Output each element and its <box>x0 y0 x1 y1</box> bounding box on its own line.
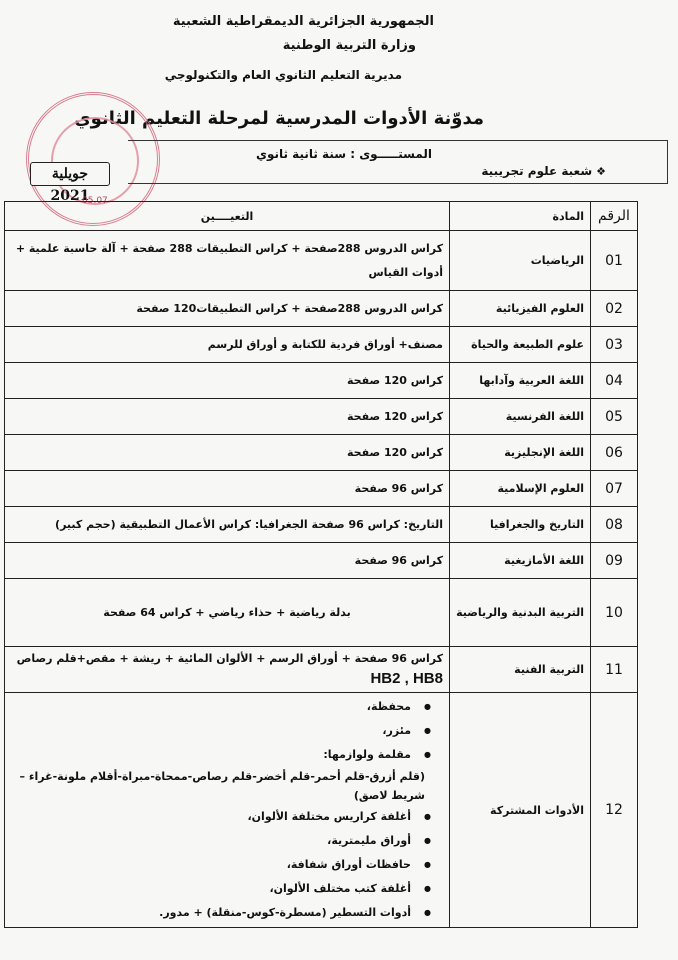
row-number: 01 <box>591 231 638 291</box>
row-description: كراس 96 صفحة <box>5 471 450 507</box>
row-subject: العلوم الفيزيائية <box>450 291 591 327</box>
list-item: ● أوراق مليمترية، <box>11 829 425 853</box>
row-subject: اللغة العربية وآدابها <box>450 363 591 399</box>
republic-heading: الجمهورية الجزائرية الديمقراطية الشعبية <box>172 14 434 29</box>
star-bullet-icon: ❖ <box>596 165 606 178</box>
branch-text: شعبة علوم تجريبية <box>481 164 593 178</box>
branch-label <box>481 164 606 178</box>
row-number: 02 <box>591 291 638 327</box>
row-subject: الرياضيات <box>450 231 591 291</box>
list-item: ● مئزر، <box>11 719 425 743</box>
common-tools-list <box>11 695 443 925</box>
list-item: ● أدوات التسطير (مسطرة-كوس-منقلة) + مدور. <box>11 901 425 925</box>
table-row <box>5 231 638 291</box>
row-subject: اللغة الإنجليزية <box>450 435 591 471</box>
row-number: 10 <box>591 579 638 647</box>
table-row <box>5 363 638 399</box>
row-number: 06 <box>591 435 638 471</box>
pencil-grades: HB2 , HB8 <box>370 670 443 687</box>
row-number: 09 <box>591 543 638 579</box>
header-number: الرقم <box>591 202 638 231</box>
common-tools-cell <box>5 693 450 928</box>
list-item: (قلم أزرق-قلم أحمر-قلم أخضر-قلم رصاص-ممحاة-مبراة-أقلام ملونة-غراء – شريط لاصق) <box>19 770 425 802</box>
row-description: كراس 120 صفحة <box>5 399 450 435</box>
list-item: ● حافظات أوراق شفافة، <box>11 853 425 877</box>
table-row <box>5 543 638 579</box>
row-number: 05 <box>591 399 638 435</box>
row-subject: التربية الفنية <box>450 647 591 693</box>
header-designation: التعيــــين <box>5 202 450 231</box>
row-description: كراس 96 صفحة <box>5 543 450 579</box>
art-supplies-text: كراس 96 صفحة + أوراق الرسم + الألوان المائية + ريشة + مقص+قلم رصاص <box>16 652 443 665</box>
row-number: 03 <box>591 327 638 363</box>
table-row <box>5 507 638 543</box>
list-item: ● أغلفة كتب مختلف الألوان، <box>11 877 425 901</box>
list-item: ● أغلفة كراريس مختلفة الألوان، <box>11 805 425 829</box>
row-description: كراس الدروس 288صفحة + كراس التطبيقات 288 صفحة + آلة حاسبة علمية + أدوات القياس <box>5 231 450 291</box>
row-subject: التربية البدنية والرياضية <box>450 579 591 647</box>
row-description: التاريخ: كراس 96 صفحة الجغرافيا: كراس الأعمال التطبيقية (حجم كبير) <box>5 507 450 543</box>
table-header-row <box>5 202 638 231</box>
row-description: كراس 120 صفحة <box>5 363 450 399</box>
row-number: 12 <box>591 693 638 928</box>
row-subject: العلوم الإسلامية <box>450 471 591 507</box>
table-row <box>5 291 638 327</box>
list-item: ● مقلمة ولوازمها: <box>11 743 425 767</box>
row-subject: اللغة الفرنسية <box>450 399 591 435</box>
table-row <box>5 579 638 647</box>
directorate-heading: مديرية التعليم الثانوي العام والتكنولوجي <box>164 68 402 82</box>
table-row <box>5 693 638 928</box>
stamp-date: جويلية 2021 <box>30 162 110 186</box>
row-description: كراس 120 صفحة <box>5 435 450 471</box>
row-subject: علوم الطبيعة والحياة <box>450 327 591 363</box>
header-subject: المادة <box>450 202 591 231</box>
table-row <box>5 647 638 693</box>
table-row <box>5 327 638 363</box>
row-number: 08 <box>591 507 638 543</box>
row-description: بدلة رياضية + حذاء رياضي + كراس 64 صفحة <box>5 579 450 647</box>
row-number: 04 <box>591 363 638 399</box>
row-description: كراس الدروس 288صفحة + كراس التطبيقات120 صفحة <box>5 291 450 327</box>
stamp-sub-date: 05.07 <box>82 196 108 206</box>
level-label: المستـــــوى : سنة ثانية ثانوي <box>255 147 432 161</box>
row-number: 07 <box>591 471 638 507</box>
list-item: ● محفظة، <box>11 695 425 719</box>
page-title: مدوّنة الأدوات المدرسية لمرحلة التعليم الثانوي <box>74 108 484 129</box>
row-subject: الأدوات المشتركة <box>450 693 591 928</box>
row-number: 11 <box>591 647 638 693</box>
table-row <box>5 471 638 507</box>
row-subject: التاريخ والجغرافيا <box>450 507 591 543</box>
row-description <box>5 647 450 693</box>
table-row <box>5 399 638 435</box>
row-description: مصنف+ أوراق فردية للكتابة و أوراق للرسم <box>5 327 450 363</box>
table-row <box>5 435 638 471</box>
supplies-table <box>4 201 638 928</box>
ministry-heading: وزارة التربية الوطنية <box>282 38 416 53</box>
row-subject: اللغة الأمازيغية <box>450 543 591 579</box>
